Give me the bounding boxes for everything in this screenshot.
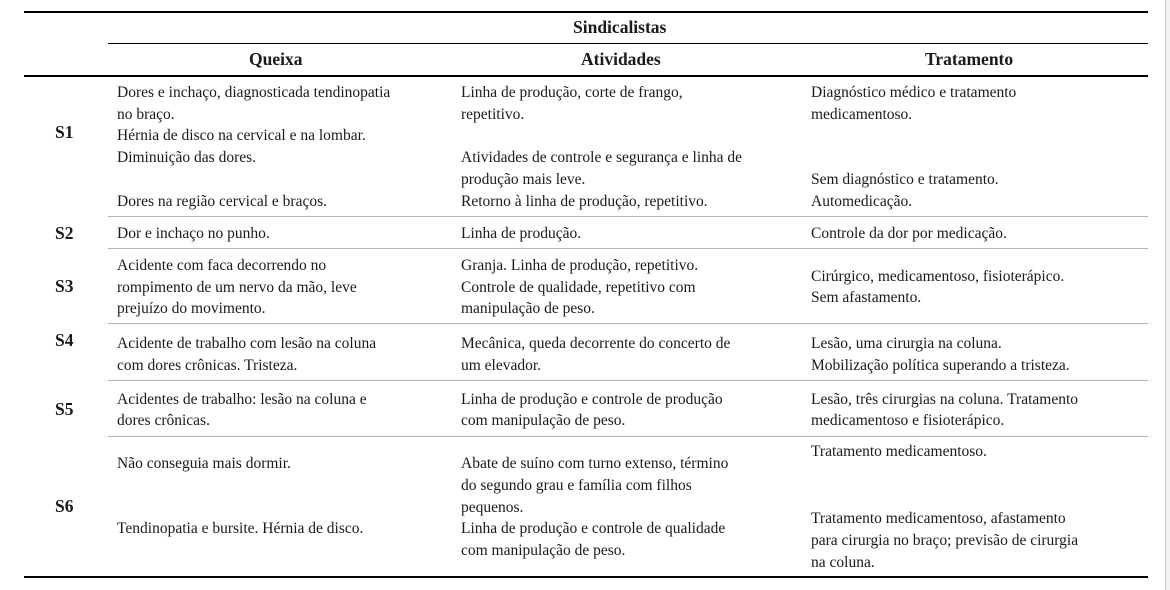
row-id-s3: S3	[55, 276, 74, 296]
group-header-rule	[108, 43, 1148, 44]
cell-text: dores crônicas.	[117, 412, 210, 429]
row-id-s6: S6	[55, 496, 74, 516]
cell-text: Diminuição das dores.	[117, 149, 257, 166]
cell-text: com manipulação de peso.	[461, 412, 626, 429]
group-header: Sindicalistas	[573, 17, 667, 37]
cell-text: Hérnia de disco na cervical e na lombar.	[117, 127, 366, 144]
row-id-s2: S2	[55, 223, 74, 243]
column-header-rule	[24, 75, 1148, 77]
cell-text: Dor e inchaço no punho.	[117, 225, 270, 242]
row-separator	[108, 216, 1148, 217]
cell-text: Dores na região cervical e braços.	[117, 193, 327, 210]
cell-text: Linha de produção e controle de produção	[461, 391, 723, 408]
cell-text: Linha de produção e controle de qualidade	[461, 520, 726, 537]
cell-text: Granja. Linha de produção, repetitivo.	[461, 257, 699, 274]
cell-text: Acidente com faca decorrendo no	[117, 257, 327, 274]
cell-text: Controle de qualidade, repetitivo com	[461, 279, 696, 296]
cell-text: com dores crônicas. Tristeza.	[117, 357, 298, 374]
cell-text: na coluna.	[811, 554, 875, 571]
row-separator	[108, 436, 1148, 437]
cell-text: Lesão, três cirurgias na coluna. Tratamento	[811, 391, 1079, 408]
cell-text: Abate de suíno com turno extenso, término	[461, 455, 729, 472]
top-rule	[24, 11, 1148, 13]
cell-text: Tendinopatia e bursite. Hérnia de disco.	[117, 520, 364, 537]
cell-text: Cirúrgico, medicamentoso, fisioterápico.	[811, 268, 1065, 285]
column-header-tratamento: Tratamento	[925, 49, 1014, 69]
column-header-atividades: Atividades	[581, 49, 661, 69]
cell-text: Lesão, uma cirurgia na coluna.	[811, 335, 1002, 352]
row-separator	[108, 248, 1148, 249]
cell-text: com manipulação de peso.	[461, 542, 626, 559]
cell-text: prejuízo do movimento.	[117, 300, 266, 317]
bottom-rule	[24, 576, 1148, 578]
cell-text: do segundo grau e família com filhos	[461, 477, 692, 494]
window-edge	[1165, 0, 1170, 590]
cell-text: Mobilização política superando a tristeza.	[811, 357, 1070, 374]
cell-text: manipulação de peso.	[461, 300, 595, 317]
cell-text: rompimento de um nervo da mão, leve	[117, 279, 357, 296]
cell-text: repetitivo.	[461, 106, 525, 123]
row-id-s5: S5	[55, 399, 74, 419]
cell-text: pequenos.	[461, 499, 524, 516]
cell-text: Não conseguia mais dormir.	[117, 455, 291, 472]
cell-text: Controle da dor por medicação.	[811, 225, 1007, 242]
row-separator	[108, 323, 1148, 324]
cell-text: medicamentoso.	[811, 106, 913, 123]
cell-text: Mecânica, queda decorrente do concerto de	[461, 335, 731, 352]
cell-text: no braço.	[117, 106, 175, 123]
row-separator	[108, 380, 1148, 381]
cell-text: Tratamento medicamentoso.	[811, 443, 987, 460]
cell-text: Dores e inchaço, diagnosticada tendinopatia	[117, 84, 391, 101]
cell-text: Sem afastamento.	[811, 289, 922, 306]
cell-text: Sem diagnóstico e tratamento.	[811, 171, 999, 188]
cell-text: Diagnóstico médico e tratamento	[811, 84, 1017, 101]
cell-text: para cirurgia no braço; previsão de cirurgia	[811, 532, 1079, 549]
cell-text: produção mais leve.	[461, 171, 586, 188]
cell-text: Retorno à linha de produção, repetitivo.	[461, 193, 708, 210]
row-id-s4: S4	[55, 330, 74, 350]
cell-text: Tratamento medicamentoso, afastamento	[811, 510, 1066, 527]
row-id-s1: S1	[55, 122, 74, 142]
cell-text: um elevador.	[461, 357, 542, 374]
cell-text: medicamentoso e fisioterápico.	[811, 412, 1005, 429]
cell-text: Acidentes de trabalho: lesão na coluna e	[117, 391, 367, 408]
cell-text: Linha de produção, corte de frango,	[461, 84, 683, 101]
cell-text: Automedicação.	[811, 193, 913, 210]
cell-text: Linha de produção.	[461, 225, 582, 242]
cell-text: Acidente de trabalho com lesão na coluna	[117, 335, 377, 352]
column-header-queixa: Queixa	[249, 49, 303, 69]
cell-text: Atividades de controle e segurança e linha de	[461, 149, 743, 166]
